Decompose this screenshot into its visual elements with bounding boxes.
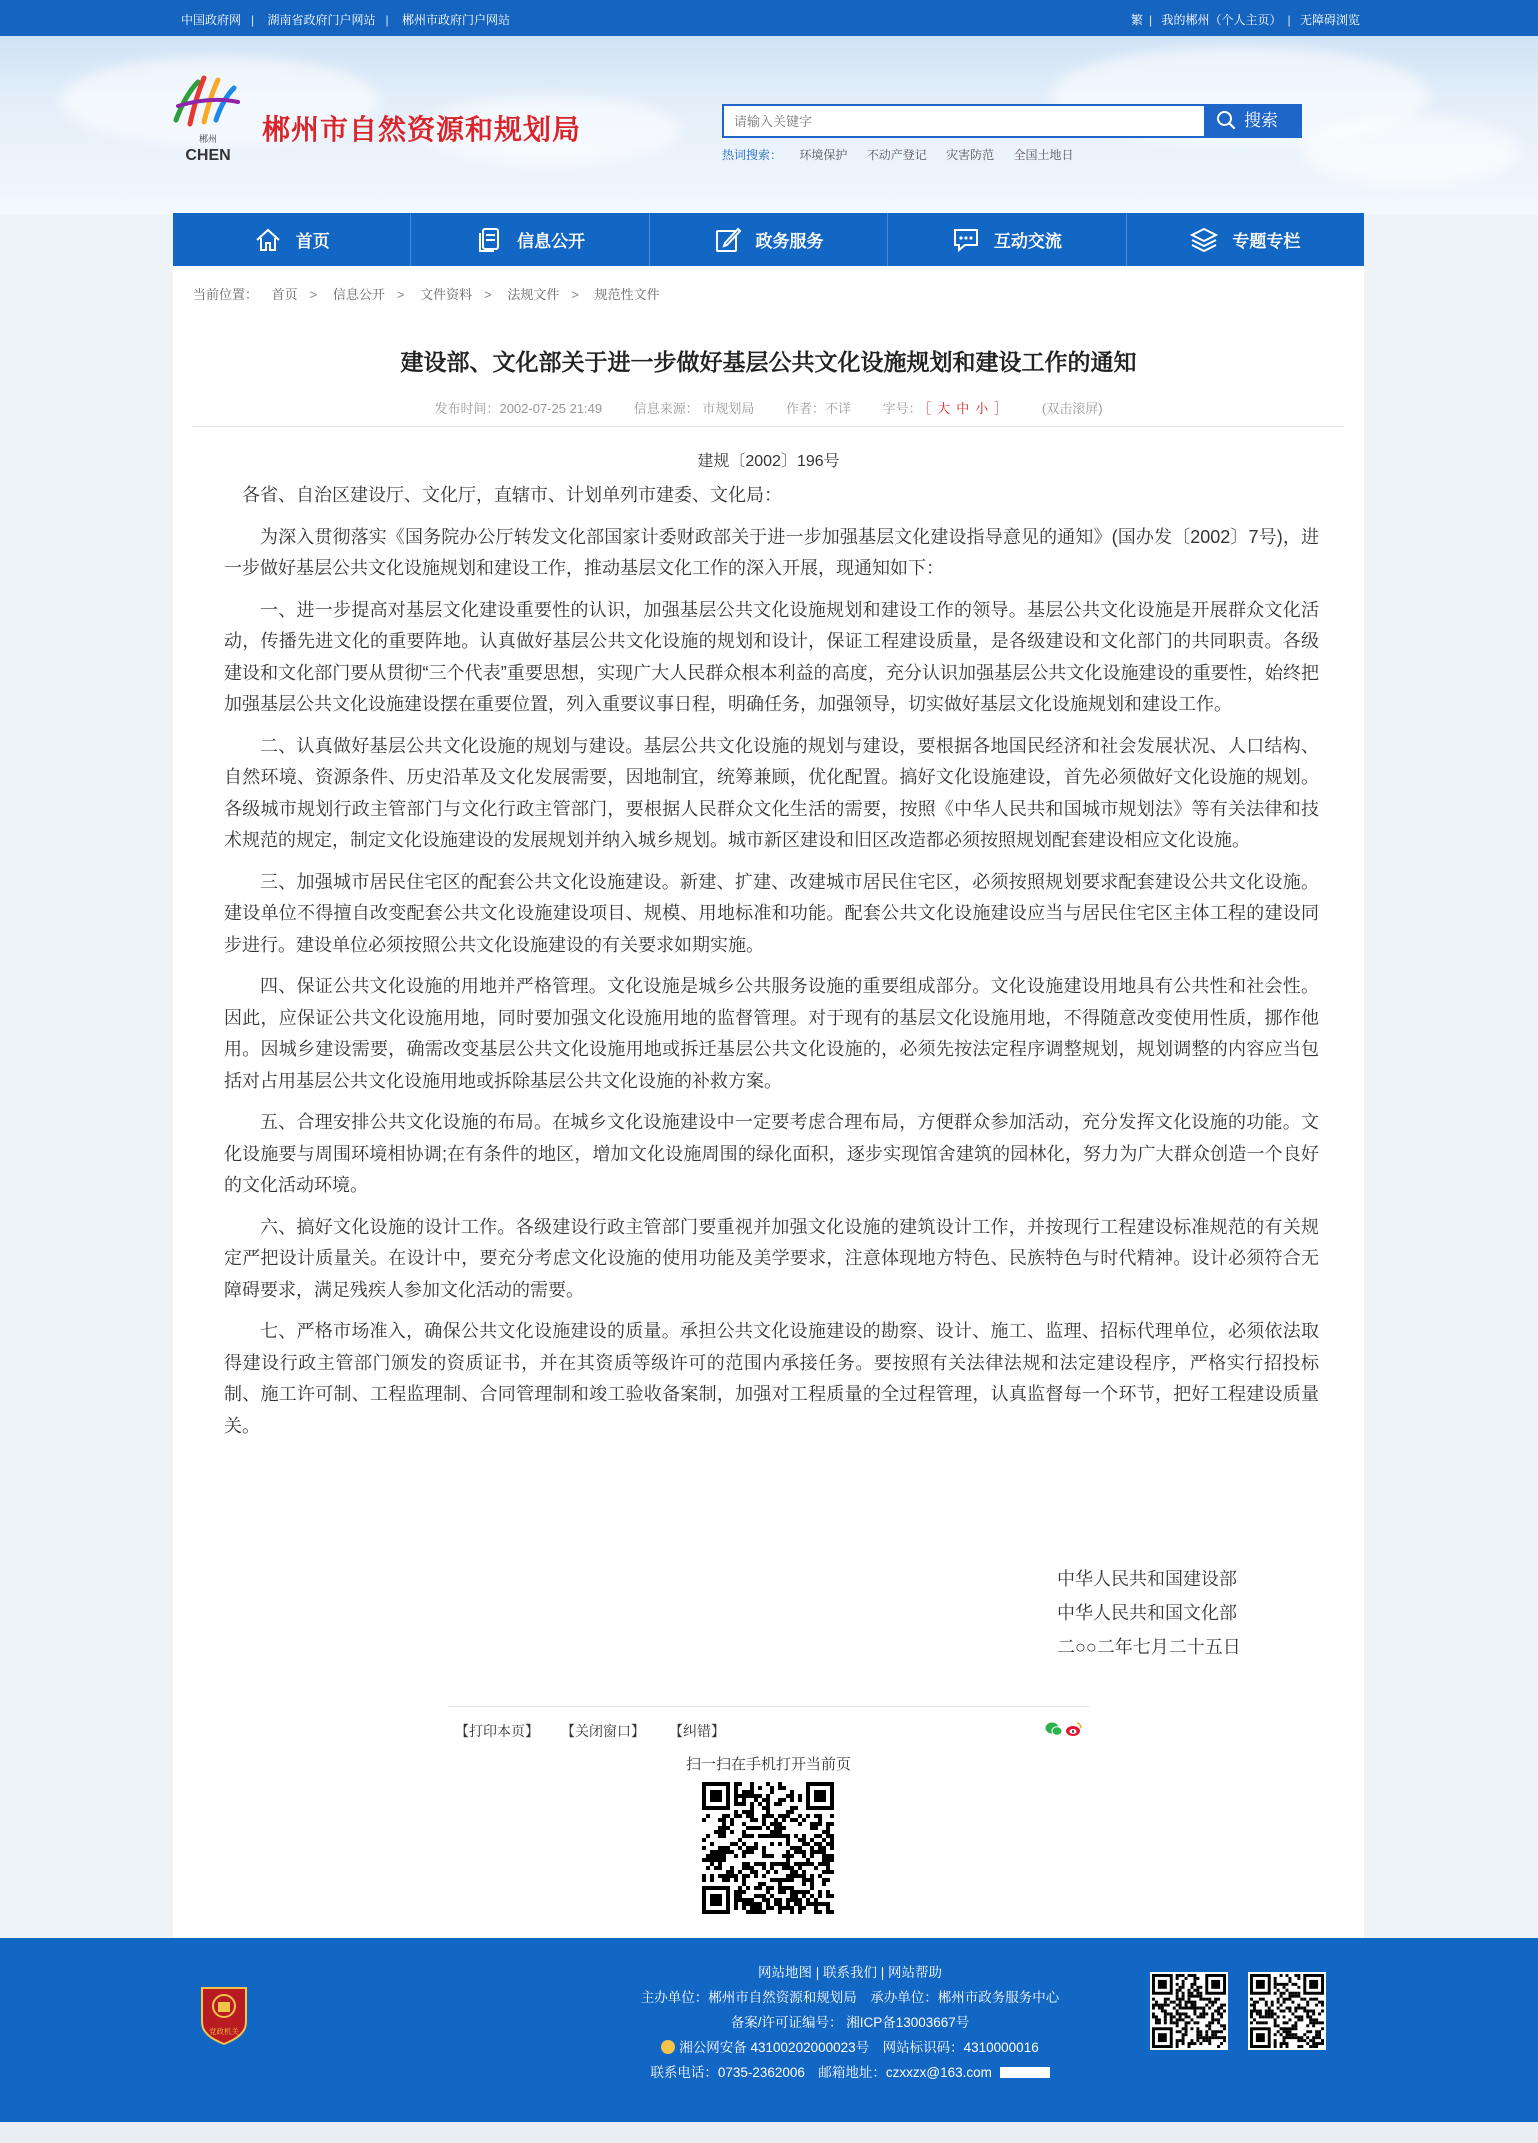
page-qr-code [702,1782,834,1914]
article-meta [173,398,1364,417]
breadcrumb: 当前位置： 首页 > 信息公开 > 文件资料 > 法规文件 > 规范性文件 [193,287,660,302]
bottom-strip [0,2122,1538,2143]
party-gov-emblem[interactable] [198,1982,250,2046]
print-button[interactable]: 【打印本页】 [455,1723,539,1739]
addressee: 各省、自治区建设厅、文化厅，直辖市、计划单列市建委、文化局： [242,485,782,505]
main-nav [173,213,1364,266]
footer-info: 网站地图 | 联系我们 | 网站帮助 主办单位：郴州市自然资源和规划局 承办单位：郴州市政务服务中心 备案/许可证编号： 湘ICP备13003667号 湘公网安备 43100202000023号 网站标识码：4310000016 联系电话：0735-2362006 邮箱地址：czxxzx@163.com [630,1960,1070,2085]
hot-words-label: 热词搜索： [722,148,783,162]
hot-word-link[interactable]: 不动产登记 [866,148,927,162]
breadcrumb-label: 当前位置： [193,287,259,302]
edit-icon [714,226,742,254]
my-chenzhou-link[interactable]: 我的郴州（个人主页） [1161,13,1282,27]
cnzz-badge-icon[interactable] [1000,2067,1050,2078]
police-badge-icon [661,2040,675,2054]
weibo-share-icon[interactable] [1065,1721,1083,1740]
article-paragraph: 二、认真做好基层公共文化设施的规划与建设。基层公共文化设施的规划与建设，要根据各地国民经济和社会发展状况、人口结构、自然环境、资源条件、历史沿革及文化发展需要，因地制宜，统筹兼顾，优化配置。搞好文化设施建设，首先必须做好文化设施的规划。各级城市规划行政主管部门与文化行政主管部门，要根据人民群众文化生活的需要，按照《中华人民共和国城市规划法》等有关法律和技术规范的规定，制定文化设施建设的发展规划并纳入城乡规划。城市新区建设和旧区改造都必须按照规划配套建设相应文化设施。 [224,735,1319,850]
footer-icp[interactable]: 备案/许可证编号： 湘ICP备13003667号 [730,2015,970,2030]
site-logo[interactable] [168,62,248,166]
footer-police[interactable]: 湘公网安备 43100202000023号 网站标识码：4310000016 [679,2040,1039,2055]
article-body [224,480,1319,1452]
breadcrumb-item[interactable]: 信息公开 [332,287,385,302]
publish-time: 发布时间：2002-07-25 21:49 [434,401,603,416]
signature-line: 中华人民共和国建设部 [1057,1569,1237,1589]
footer-qr-weibo [1150,1972,1228,2050]
link-gov-cn[interactable]: 中国政府网 [181,13,242,27]
font-size-small[interactable]: 小 [975,401,989,416]
search-input[interactable] [722,104,1224,138]
article-paragraph: 一、进一步提高对基层文化建设重要性的认识，加强基层公共文化设施规划和建设工作的领导。基层公共文化设施是开展群众文化活动，传播先进文化的重要阵地。认真做好基层公共文化设施的规划和设计，保证工程建设质量，是各级建设和文化部门的共同职责。各级建设和文化部门要从贯彻“三个代表”重要思想，实现广大人民群众根本利益的高度，充分认识加强基层公共文化设施建设的重要性，始终把加强基层公共文化设施建设摆在重要位置，列入重要议事日程，明确任务，加强领导，切实做好基层文化设施规划和建设工作。 [224,599,1319,714]
chat-icon [952,226,980,254]
emblem-icon [198,1982,250,2046]
nav-label: 信息公开 [517,232,586,251]
qr-code-icon [1152,1974,1226,2048]
top-bar [0,0,1538,36]
qr-code-icon [1250,1974,1324,2048]
signature-date: 二○○二年七月二十五日 [1057,1637,1241,1657]
font-size-control: 字号： ［ 大 中 小 ］ [882,401,1008,416]
signature [1057,1562,1241,1664]
scan-hint: 扫一扫在手机打开当前页 [685,1756,851,1773]
accessibility-link[interactable]: 无障碍浏览 [1299,13,1360,27]
content-panel [173,266,1364,1938]
site-title[interactable]: 郴州市自然资源和规划局 [262,114,582,145]
home-icon [254,226,282,254]
footer-sponsor: 主办单位：郴州市自然资源和规划局 承办单位：郴州市政务服务中心 [640,1990,1060,2005]
logo-text: CHEN [185,147,231,164]
article-tools [449,1706,1089,1747]
traditional-chinese-link[interactable]: 繁 [1131,13,1144,27]
double-click-scroll[interactable]: (双击滚屏) [1041,401,1103,416]
link-hunan-gov[interactable]: 湖南省政府门户网站 [267,13,376,27]
top-links-left: 中国政府网 | 湖南省政府门户网站 | 郴州市政府门户网站 [181,13,510,27]
font-size-medium[interactable]: 中 [956,401,970,416]
breadcrumb-item[interactable]: 首页 [271,287,298,302]
nav-item-home[interactable] [173,213,410,266]
nav-label: 专题专栏 [1232,232,1301,251]
footer-link-contact[interactable]: 联系我们 [823,1965,877,1980]
wechat-share-icon[interactable] [1045,1721,1063,1740]
search-icon [1216,108,1236,142]
link-chenzhou-gov[interactable]: 郴州市政府门户网站 [401,13,510,27]
footer-link-sitemap[interactable]: 网站地图 [757,1965,812,1980]
hot-word-link[interactable]: 环境保护 [799,148,848,162]
article-paragraph: 为深入贯彻落实《国务院办公厅转发文化部国家计委财政部关于进一步加强基层文化建设指导意见的通知》(国办发〔2002〕7号)，进一步做好基层公共文化设施规划和建设工作，推动基层文化工作的深入开展，现通知如下： [224,526,1319,578]
font-size-large[interactable]: 大 [937,401,951,416]
breadcrumb-item[interactable]: 文件资料 [420,287,473,302]
signature-line: 中华人民共和国文化部 [1057,1603,1237,1623]
site-footer [0,1938,1538,2122]
divider [193,426,1344,427]
article-paragraph: 三、加强城市居民住宅区的配套公共文化设施建设。新建、扩建、改建城市居民住宅区，必须按照规划要求配套建设公共文化设施。建设单位不得擅自改变配套公共文化设施建设项目、规模、用地标准和功能。配套公共文化设施建设应当与居民住宅区主体工程的建设同步进行。建设单位必须按照公共文化设施建设的有关要求如期实施。 [224,871,1319,955]
emblem-text: 党政机关 [209,2027,239,2036]
search-button[interactable] [1204,104,1302,138]
article-paragraph: 四、保证公共文化设施的用地并严格管理。文化设施是城乡公共服务设施的重要组成部分。文化设施建设用地具有公共性和社会性。因此，应保证公共文化设施用地，同时要加强文化设施用地的监督管理。对于现有的基层文化设施用地，不得随意改变使用性质，挪作他用。因城乡建设需要，确需改变基层公共文化设施用地或拆迁基层公共文化设施的，必须先按法定程序调整规划，规划调整的内容应当包括对占用基层公共文化设施用地或拆除基层公共文化设施的补救方案。 [224,976,1319,1091]
article-paragraph: 七、严格市场准入，确保公共文化设施建设的质量。承担公共文化设施建设的勘察、设计、施工、监理、招标代理单位，必须依法取得建设行政主管部门颁发的资质证书，并在其资质等级许可的范围内承接任务。要按照有关法律法规和法定建设程序，严格实行招投标制、施工许可制、工程监理制、合同管理制和竣工验收备案制，加强对工程质量的全过程管理，认真监督每一个环节，把好工程建设质量关。 [224,1321,1319,1436]
article-title: 建设部、文化部关于进一步做好基层公共文化设施规划和建设工作的通知 [400,349,1137,375]
close-window-button[interactable]: 【关闭窗口】 [561,1723,645,1739]
hot-word-link[interactable]: 全国土地日 [1013,148,1074,162]
article-paragraph: 五、合理安排公共文化设施的布局。在城乡文化设施建设中一定要考虑合理布局，方便群众参加活动，充分发挥文化设施的功能。文化设施要与周围环境相协调;在有条件的地区，增加文化设施周围的绿化面积，逐步实现馆舍建筑的园林化，努力为广大群众创造一个良好的文化活动环境。 [224,1112,1319,1195]
document-number: 建规〔2002〕196号 [697,453,840,470]
nav-item-info-public[interactable] [410,213,648,266]
top-links-right: 繁 | 我的郴州（个人主页） | 无障碍浏览 [1131,13,1360,27]
document-icon [475,226,503,254]
info-source: 信息来源： 市规划局 [633,401,755,416]
author: 作者：不详 [786,401,852,416]
hot-words [722,146,1089,163]
nav-label: 互动交流 [993,232,1062,251]
nav-item-interaction[interactable] [887,213,1125,266]
nav-label: 政务服务 [755,232,824,251]
logo-small-text: 郴州 [198,135,218,145]
footer-link-help[interactable]: 网站帮助 [888,1965,943,1980]
nav-item-gov-service[interactable] [649,213,887,266]
nav-label: 首页 [295,232,330,251]
logo-icon [168,62,248,166]
search-box [722,104,1302,138]
hot-word-link[interactable]: 灾害防范 [946,148,995,162]
search-button-label: 搜索 [1244,111,1278,130]
footer-qr-wechat [1248,1972,1326,2050]
qr-code-icon [702,1782,834,1914]
breadcrumb-item[interactable]: 规范性文件 [594,287,660,302]
nav-item-special[interactable] [1126,213,1364,266]
layers-icon [1190,226,1218,254]
report-error-button[interactable]: 【纠错】 [669,1723,725,1739]
breadcrumb-item[interactable]: 法规文件 [507,287,560,302]
footer-contact: 联系电话：0735-2362006 邮箱地址：czxxzx@163.com [650,2065,992,2080]
article-paragraph: 六、搞好文化设施的设计工作。各级建设行政主管部门要重视并加强文化设施的建筑设计工作，并按现行工程建设标准规范的有关规定严把设计质量关。在设计中，要充分考虑文化设施的使用功能及美学要求，注意体现地方特色、民族特色与时代精神。设计必须符合无障碍要求，满足残疾人参加文化活动的需要。 [224,1216,1319,1300]
